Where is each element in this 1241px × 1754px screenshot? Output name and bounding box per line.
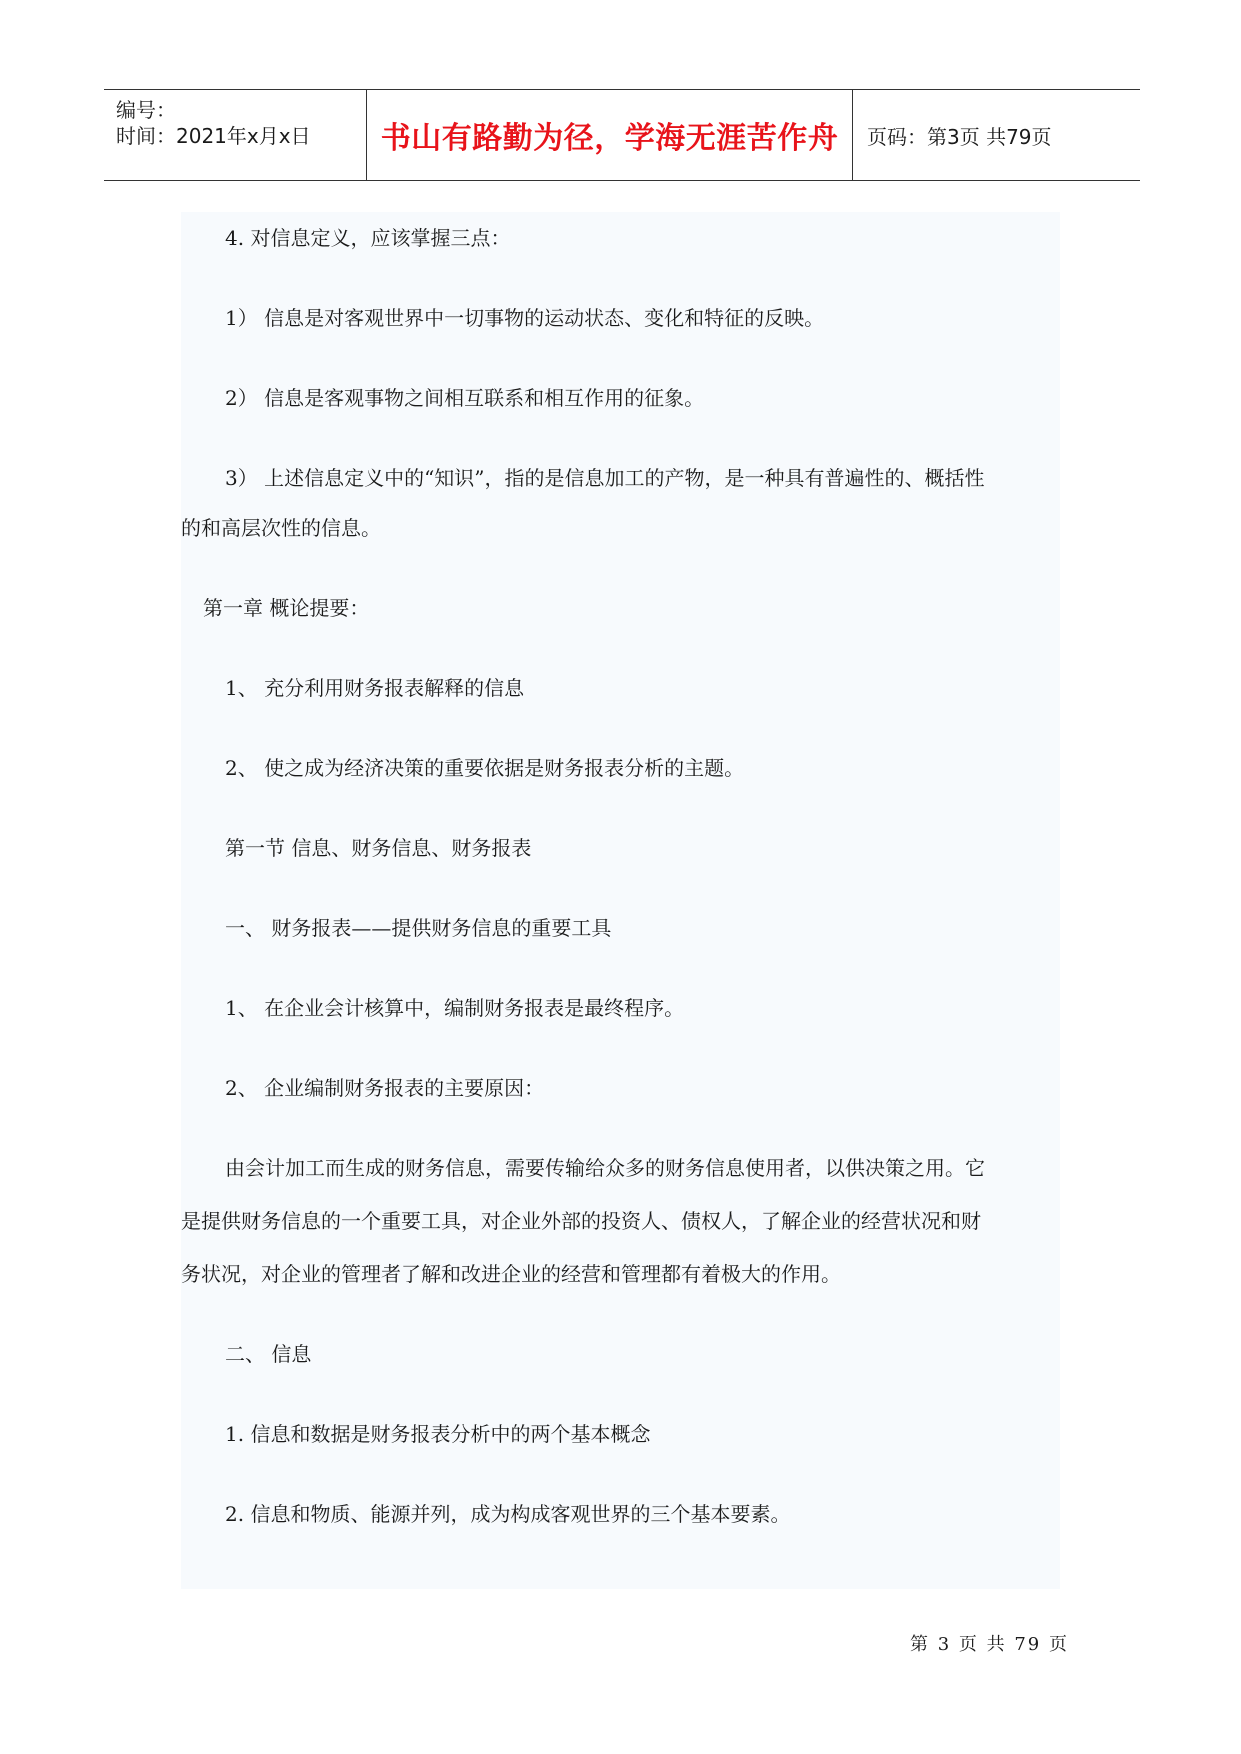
code-label: 编号： [116,98,176,122]
section-heading: 第一节 信息、财务信息、财务报表 [225,836,532,860]
paragraph-reason-line1: 由会计加工而生成的财务信息，需要传输给众多的财务信息使用者，以供决策之用。它 [225,1156,985,1180]
paragraph-info-1: 1. 信息和数据是财务报表分析中的两个基本概念 [225,1422,651,1446]
paragraph-info-2: 2. 信息和物质、能源并列，成为构成客观世界的三个基本要素。 [225,1502,791,1526]
chapter-heading: 第一章 概论提要： [203,596,370,620]
motto-text: 书山有路勤为径，学海无涯苦作舟 [380,121,839,156]
paragraph-item-1: 1、 在企业会计核算中，编制财务报表是最终程序。 [225,996,685,1020]
header-motto-cell [367,90,853,180]
subsection-heading-1: 一、 财务报表——提供财务信息的重要工具 [225,916,612,940]
paragraph-summary-2: 2、 使之成为经济决策的重要依据是财务报表分析的主题。 [225,756,745,780]
document-header [104,89,1140,181]
document-body [181,212,1060,1589]
page-footer: 第 3 页 共 79 页 [910,1634,1069,1655]
paragraph-point-3-line2: 的和高层次性的信息。 [181,516,381,540]
paragraph-point-1: 1） 信息是对客观世界中一切事物的运动状态、变化和特征的反映。 [225,306,825,330]
paragraph-reason-line2: 是提供财务信息的一个重要工具，对企业外部的投资人、债权人，了解企业的经营状况和财 [181,1209,981,1233]
paragraph-item-2: 2、 企业编制财务报表的主要原因： [225,1076,545,1100]
paragraph-reason-line3: 务状况，对企业的管理者了解和改进企业的经营和管理都有着极大的作用。 [181,1262,841,1286]
paragraph-definition-intro: 4. 对信息定义，应该掌握三点： [225,226,511,250]
header-page-cell [853,90,1140,180]
header-meta-cell [104,90,367,180]
paragraph-summary-1: 1、 充分利用财务报表解释的信息 [225,676,525,700]
subsection-heading-2: 二、 信息 [225,1342,312,1366]
page-label: 页码：第3页 共79页 [867,124,1052,149]
paragraph-point-2: 2） 信息是客观事物之间相互联系和相互作用的征象。 [225,386,705,410]
paragraph-point-3-line1: 3） 上述信息定义中的“知识”，指的是信息加工的产物，是一种具有普遍性的、概括性 [225,466,985,490]
time-label: 时间：2021年x月x日 [116,124,311,148]
